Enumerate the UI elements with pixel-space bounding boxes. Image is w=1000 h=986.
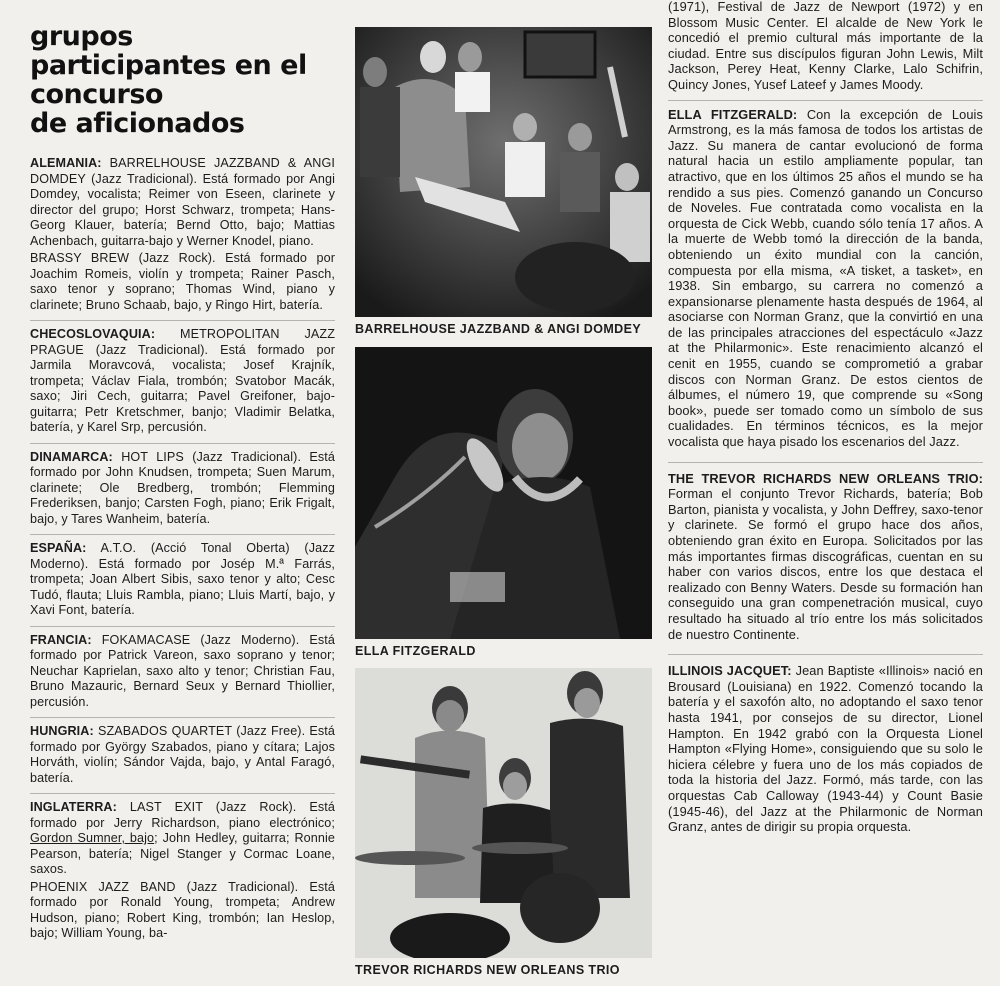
band-photo-trevor-richards <box>355 668 652 958</box>
photo-column <box>355 0 655 986</box>
right-column <box>668 0 983 835</box>
caption-trevor-richards: TREVOR RICHARDS NEW ORLEANS TRIO <box>355 963 620 977</box>
entry-phoenix-jazz-band: PHOENIX JAZZ BAND (Jazz Tradicional). Está formado por Ronald Young, trompeta; Andrew Hudson, piano; Robert King, trombón; Ian Heslop, bajo; William Young, ba- <box>30 879 335 940</box>
country-label: DINAMARCA: <box>30 449 113 464</box>
artist-text: Jean Baptiste «Illinois» nació en Brousard (Louisiana) en 1922. Comenzó tocando la batería y el saxofón alto, no adoptando el saxo tenor hasta 1941, por consejos de su director, Lionel Hampton. En 1942 grabó con la Orquesta Lionel Hampton «Flying Home», consiguiendo que su solo le hiciera célebre y fuera uno de los más copiados de toda la historia del Jazz. Formó, más tarde, con las orquestas Cab Calloway (1943-44) y Count Basie (1945-46), del Jazz at the Philarmonic de Norman Granz, antes de dirigir su propia orquesta. <box>668 663 983 835</box>
band-photo-barrelhouse <box>355 27 652 317</box>
entry-text: HOT LIPS (Jazz Tradicional). Está formado por John Knudsen, trompeta; Suen Marum, clarinete; Ole Bredberg, trombón; Flemming Frederiksen, banjo; Carsten Fogh, piano; Erik Frigalt, bajo, y Tares Wanheim, batería. <box>30 449 335 526</box>
entry-illinois-jacquet <box>668 663 983 835</box>
divider <box>668 100 983 101</box>
divider <box>668 462 983 463</box>
country-label: ESPAÑA: <box>30 541 87 555</box>
entry-trevor-richards <box>668 471 983 643</box>
title-line-3: concurso <box>30 79 163 110</box>
photo-image <box>355 27 652 317</box>
continued-text: (1971), Festival de Jazz de Newport (1972) y en Blossom Music Center. El alcalde de New York le concedió el premio cultural más importante de la ciudad. Entre sus discípulos figuran John Lewis, Milt Jackson, Perey Heat, Kenny Clarke, Lalo Schifrin, Quincy Jones, Yusef Lateef y James Moody. <box>668 0 983 92</box>
entry-francia <box>30 633 335 711</box>
divider <box>30 534 335 535</box>
title-line-4: de aficionados <box>30 108 245 139</box>
entry-text: SZABADOS QUARTET (Jazz Free). Está formado por György Szabados, piano y cítara; Lajos Horváth, violín; Sándor Vajda, bajo, y Antal Faragó, batería. <box>30 724 335 785</box>
artist-heading: THE TREVOR RICHARDS NEW ORLEANS TRIO: <box>668 470 983 486</box>
left-column <box>30 0 335 942</box>
entry-inglaterra <box>30 800 335 878</box>
entry-espana <box>30 541 335 619</box>
entry-brassy-brew: BRASSY BREW (Jazz Rock). Está formado por Joachim Romeis, violín y trompeta; Rainer Pasch, saxo tenor y soprano; Thomas Wind, piano y clarinete; Bruno Schaab, bajo, y Ringo Hirt, batería. <box>30 251 335 312</box>
entry-alemania <box>30 156 335 249</box>
artist-text: Con la excepción de Louis Armstrong, es la más famosa de todos los artistas de Jazz. Su manera de cantar evolucionó de forma natural hacia un estilo ampliamente popular, tan atractivo, que en los últimos 25 años el mundo se ha rendido a sus pies. Comenzó ganando un Concurso de Noveles. Fue contratada como vocalista en la orquesta de Cick Webb, cuando sólo tenía 17 años. A la muerte de Webb tomó la dirección de la banda, obteniendo un éxito mundial con la canción, compuesta por ella misma, «A tisket, a tasket», en 1938. Sin embargo, su carrera no comenzó a expansionarse plenamente hasta después de 1964, al asociarse con Norman Granz, que la convirtió en una de las principales atracciones del espectáculo «Jazz at the Philarmonic». Este renacimiento alcanzó el cenit en 1955, cuando se comprometió a grabar discos con Norman Granz. De estos cientos de álbumes, el número 19, que comprende su «Song book», puede ser tomado como un símbolo de sus cualidades. En términos técnicos, es la mejor vocalista que haya pisado los escenarios del Jazz. <box>668 106 983 450</box>
artist-heading: ELLA FITZGERALD: <box>668 106 798 122</box>
entry-hungria <box>30 724 335 786</box>
divider <box>30 320 335 321</box>
entry-dinamarca <box>30 450 335 528</box>
divider <box>30 626 335 627</box>
page-title <box>30 22 335 138</box>
country-label: INGLATERRA: <box>30 800 117 814</box>
title-line-2: participantes en el <box>30 50 307 81</box>
entry-text: FOKAMACASE (Jazz Moderno). Está formado por Patrick Vareon, saxo soprano y tenor; Neuchar Kaprielan, saxo alto y tenor; Christian Fau, Bruno Mazauric, Bernard Seux y Bernard Thiollier, percusión. <box>30 632 335 709</box>
country-label: ALEMANIA: <box>30 156 102 170</box>
country-label: FRANCIA: <box>30 632 92 647</box>
artist-text: Forman el conjunto Trevor Richards, batería; Bob Barton, pianista y vocalista, y John Deffrey, saxo-tenor y clarinete. Se formó el grupo hace dos años, obteniendo gran éxito en Europa. Solicitados por las más importantes firmas discográficas, cuentan en su haber con varios discos, entre los que destaca el realizado con Benny Waters. Desde su formación han conseguido una gran compenetración musical, cuyo resultado ha situado al trío entre los más solicitados de nuestro Continente. <box>668 486 983 642</box>
entry-text: A.T.O. (Acció Tonal Oberta) (Jazz Moderno). Está formado por Josép M.ª Farrás, trompeta; Joan Albert Sibis, saxo tenor y alto; Cesc Tudó, flauta; Lluis Rambla, piano; Lluis Martí, bajo, y Xavi Font, batería. <box>30 541 335 617</box>
photo-image <box>355 668 652 958</box>
entry-text: ; John Hedley, guitarra; Ronnie Pearson, batería; Nigel Stanger y Cormac Loane, saxos. <box>30 831 335 876</box>
caption-barrelhouse: BARRELHOUSE JAZZBAND & ANGI DOMDEY <box>355 322 642 336</box>
divider <box>30 717 335 718</box>
entry-text: METROPOLITAN JAZZ PRAGUE (Jazz Tradicional). Está formado por Jarmila Moravcová, vocalista; Josef Krajník, trompeta; Václav Fiala, trombón; Svatobor Macák, saxo; Jiri Cech, guitarra; Pavel Greifoner, bajo-guitarra; Petr Kretschmer, banjo; Vladimir Belatka, batería, y Karel Srp, percusión. <box>30 327 335 434</box>
divider <box>668 654 983 655</box>
groups-list <box>30 156 335 942</box>
photo-image <box>355 347 652 639</box>
caption-ella-fitzgerald: ELLA FITZGERALD <box>355 644 476 658</box>
underlined-name: Gordon Sumner, bajo <box>30 831 155 845</box>
entry-ella-fitzgerald <box>668 107 983 450</box>
title-line-1: grupos <box>30 21 133 52</box>
divider <box>30 443 335 444</box>
entry-checoslovaquia <box>30 327 335 436</box>
country-label: HUNGRIA: <box>30 724 94 738</box>
divider <box>30 793 335 794</box>
band-photo-ella-fitzgerald <box>355 347 652 639</box>
country-label: CHECOSLOVAQUIA: <box>30 327 156 341</box>
entry-text: BARRELHOUSE JAZZBAND & ANGI DOMDEY (Jazz Tradicional). Está formado por Angi Domdey, vocalista; Reimer von Eseen, clarinete y director del grupo; Horst Schwarz, trompeta; Hans-Georg Klauer, batería; Bernd Otto, bajo; Mattias Achenbach, guitarra-bajo y Werner Knodel, piano. <box>30 156 335 248</box>
artist-heading: ILLINOIS JACQUET: <box>668 663 792 679</box>
entry-text: LAST EXIT (Jazz Rock). Está formado por Jerry Richardson, piano electrónico; <box>30 800 335 830</box>
